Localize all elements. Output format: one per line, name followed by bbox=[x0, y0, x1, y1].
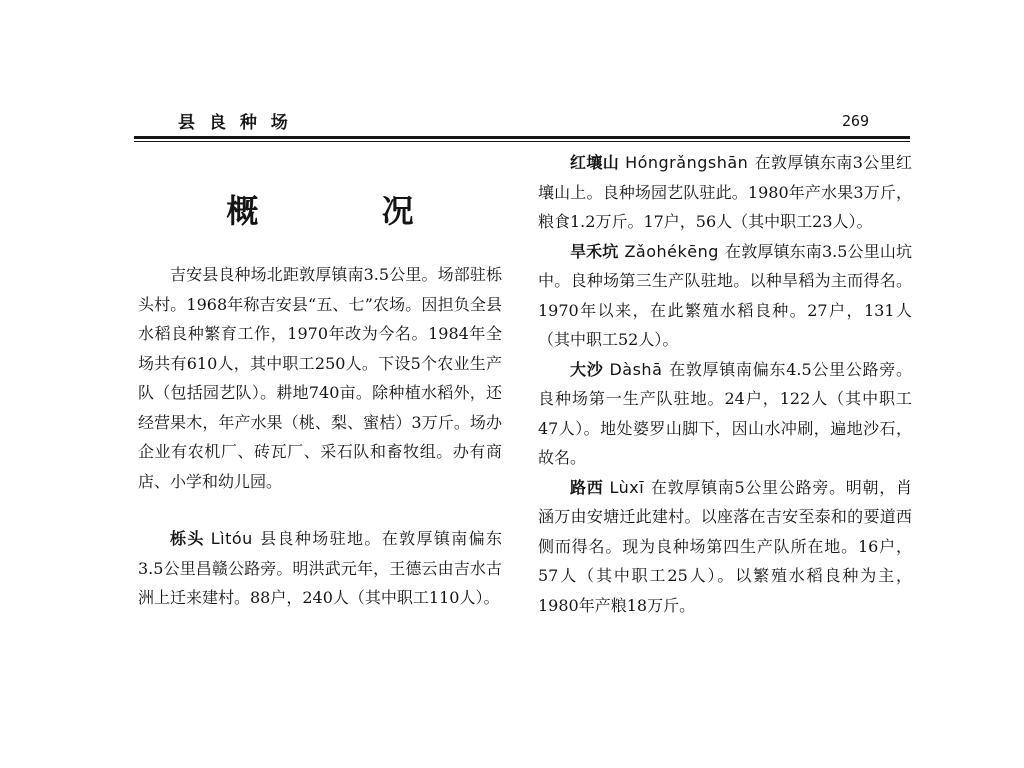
entry-text: 在敦厚镇东南3.5公里山坑中。良种场第三生产队驻地。以种旱稻为主而得名。1970年以来，在此繁殖水稻良种。27户，131人（其中职工52人）。 bbox=[538, 241, 912, 349]
entry-title: 红壤山 bbox=[570, 153, 620, 172]
entry-title: 路西 bbox=[570, 477, 604, 497]
entry-hongrangshan bbox=[538, 148, 912, 237]
entry-title: 大沙 bbox=[570, 359, 604, 379]
overview-paragraph: 吉安县良种场北距敦厚镇南3.5公里。场部驻栎头村。1968年称吉安县“五、七”农场。因担负全县水稻良种繁育工作，1970年改为今名。1984年全场共有610人，其中职工250人。下设5个农业生产队（包括园艺队）。耕地740亩。除种植水稻外，还经营果木，年产水果（桃、梨、蜜桔）3万斤。场办企业有农机厂、砖瓦厂、采石队和畜牧组。办有商店、小学和幼儿园。 bbox=[138, 265, 502, 491]
entry-pinyin: Hóngrǎngshān bbox=[625, 153, 749, 172]
entry-luxi bbox=[538, 473, 912, 621]
entry-litou bbox=[138, 524, 502, 613]
header-rule-thin bbox=[134, 141, 910, 142]
section-title: 概 况 bbox=[226, 192, 470, 230]
entry-text: 县良种场驻地。在敦厚镇南偏东3.5公里昌赣公路旁。明洪武元年，王德云由吉水古洲上迁来建村。88户，240人（其中职工110人）。 bbox=[138, 529, 502, 607]
paragraph-gap bbox=[138, 496, 502, 524]
entry-zaohekeng bbox=[538, 237, 912, 355]
entry-text: 在敦厚镇南5公里公路旁。明朝，肖涵万由安塘迁此建村。以座落在吉安至泰和的要道西侧而得名。现为良种场第四生产队所在地。16户，57人（其中职工25人）。以繁殖水稻良种为主，1980年产粮18万斤。 bbox=[538, 477, 912, 615]
right-column bbox=[538, 148, 912, 620]
entry-text: 在敦厚镇南偏东4.5公里公路旁。良种场第一生产队驻地。24户，122人（其中职工47人）。地处婆罗山脚下，因山水冲刷，遍地沙石，故名。 bbox=[538, 359, 912, 467]
running-head: 县 良 种 场 bbox=[178, 113, 292, 133]
entry-pinyin: Lùxī bbox=[609, 477, 645, 497]
entry-title: 旱禾坑 bbox=[570, 241, 619, 261]
left-column bbox=[138, 166, 502, 613]
entry-text: 在敦厚镇东南3公里红壤山上。良种场园艺队驻此。1980年产水果3万斤，粮食1.2万斤。17户，56人（其中职工23人）。 bbox=[538, 153, 912, 231]
header-rule-thick bbox=[134, 136, 910, 139]
entry-pinyin: Dàshā bbox=[609, 359, 663, 379]
entry-pinyin: Zǎohékēng bbox=[624, 241, 719, 261]
entry-dasha bbox=[538, 355, 912, 473]
entry-title: 栎头 bbox=[170, 529, 205, 548]
page-number: 269 bbox=[842, 112, 870, 130]
entry-pinyin: Lìtóu bbox=[210, 529, 253, 548]
